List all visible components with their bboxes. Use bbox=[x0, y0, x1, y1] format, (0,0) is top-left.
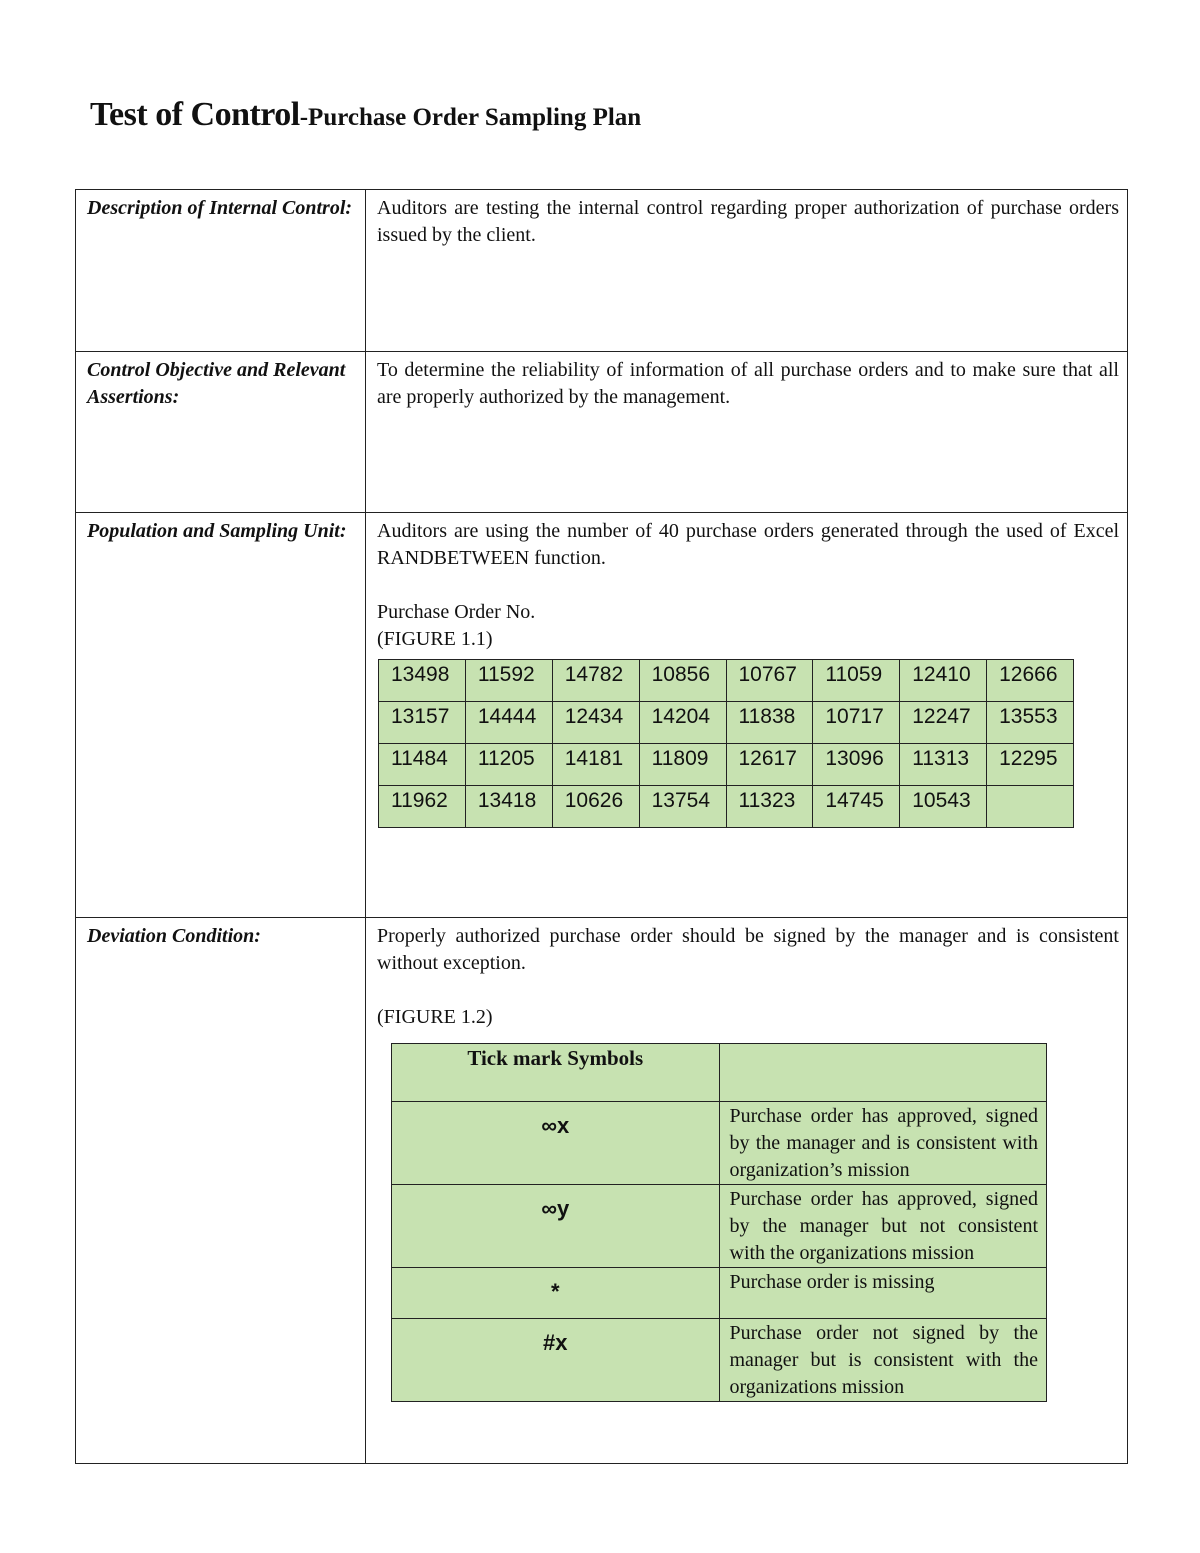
tick-meaning: Purchase order has approved, signed by the manager and is consistent with organization’s mission bbox=[719, 1102, 1047, 1185]
po-cell: 11313 bbox=[900, 744, 987, 786]
row-description bbox=[76, 190, 1128, 352]
po-cell: 13418 bbox=[465, 786, 552, 828]
tick-symbol: ∞y bbox=[392, 1185, 720, 1268]
po-cell: 12666 bbox=[987, 660, 1074, 702]
sampling-plan-table bbox=[75, 189, 1128, 1464]
tick-meaning: Purchase order has approved, signed by the manager but not consistent with the organizations mission bbox=[719, 1185, 1047, 1268]
purchase-order-table bbox=[378, 659, 1074, 828]
figure-1-2-label: (FIGURE 1.2) bbox=[377, 1006, 493, 1028]
po-cell: 10856 bbox=[639, 660, 726, 702]
tick-symbol: * bbox=[392, 1268, 720, 1319]
po-cell: 10767 bbox=[726, 660, 813, 702]
po-cell: 11484 bbox=[379, 744, 466, 786]
tick-header: Tick mark Symbols bbox=[392, 1044, 720, 1102]
po-cell: 14745 bbox=[813, 786, 900, 828]
population-label: Population and Sampling Unit: bbox=[87, 520, 347, 542]
po-label: Purchase Order No. bbox=[377, 601, 536, 623]
po-cell: 11809 bbox=[639, 744, 726, 786]
row-population bbox=[76, 513, 1128, 918]
tick-symbol: #x bbox=[392, 1319, 720, 1402]
po-cell: 13157 bbox=[379, 702, 466, 744]
title-sub: -Purchase Order Sampling Plan bbox=[299, 104, 642, 131]
tick-meaning: Purchase order not signed by the manager but is consistent with the organizations mission bbox=[719, 1319, 1047, 1402]
tick-symbol: ∞x bbox=[392, 1102, 720, 1185]
po-cell: 11838 bbox=[726, 702, 813, 744]
po-cell: 11962 bbox=[379, 786, 466, 828]
po-cell: 13498 bbox=[379, 660, 466, 702]
po-cell: 11592 bbox=[465, 660, 552, 702]
title-main: Test of Control bbox=[90, 96, 300, 133]
po-cell: 13096 bbox=[813, 744, 900, 786]
po-cell: 10626 bbox=[552, 786, 639, 828]
po-cell: 10717 bbox=[813, 702, 900, 744]
po-cell: 11059 bbox=[813, 660, 900, 702]
po-cell: 12617 bbox=[726, 744, 813, 786]
po-cell: 14444 bbox=[465, 702, 552, 744]
population-text: Auditors are using the number of 40 purchase orders generated through the used of Excel RANDBETWEEN function. bbox=[377, 520, 1119, 569]
po-cell: 12247 bbox=[900, 702, 987, 744]
description-text: Auditors are testing the internal control regarding proper authorization of purchase orders issued by the client. bbox=[377, 197, 1119, 246]
po-cell bbox=[987, 786, 1074, 828]
figure-1-1-label: (FIGURE 1.1) bbox=[377, 628, 493, 650]
deviation-label: Deviation Condition: bbox=[87, 925, 261, 947]
description-label: Description of Internal Control: bbox=[87, 197, 353, 219]
tick-row bbox=[392, 1185, 1047, 1268]
tick-row bbox=[392, 1102, 1047, 1185]
page-title bbox=[90, 96, 641, 134]
row-deviation bbox=[76, 918, 1128, 1464]
po-cell: 13754 bbox=[639, 786, 726, 828]
po-row bbox=[379, 660, 1074, 702]
po-cell: 13553 bbox=[987, 702, 1074, 744]
po-cell: 12295 bbox=[987, 744, 1074, 786]
objective-text: To determine the reliability of information of all purchase orders and to make sure that all are properly authorized by the management. bbox=[377, 359, 1119, 408]
po-cell: 12434 bbox=[552, 702, 639, 744]
tick-row bbox=[392, 1319, 1047, 1402]
po-cell: 11205 bbox=[465, 744, 552, 786]
tick-row bbox=[392, 1268, 1047, 1319]
deviation-text: Properly authorized purchase order should be signed by the manager and is consistent without exception. bbox=[377, 925, 1119, 974]
po-cell: 14181 bbox=[552, 744, 639, 786]
tick-header-row bbox=[392, 1044, 1047, 1102]
row-objective bbox=[76, 352, 1128, 513]
po-row bbox=[379, 786, 1074, 828]
tick-mark-table bbox=[391, 1043, 1047, 1402]
po-cell: 11323 bbox=[726, 786, 813, 828]
po-cell: 10543 bbox=[900, 786, 987, 828]
po-row bbox=[379, 702, 1074, 744]
objective-label: Control Objective and Relevant Assertions: bbox=[87, 359, 346, 408]
tick-header-right bbox=[719, 1044, 1047, 1102]
po-row bbox=[379, 744, 1074, 786]
po-cell: 12410 bbox=[900, 660, 987, 702]
po-cell: 14204 bbox=[639, 702, 726, 744]
tick-meaning: Purchase order is missing bbox=[719, 1268, 1047, 1319]
po-cell: 14782 bbox=[552, 660, 639, 702]
